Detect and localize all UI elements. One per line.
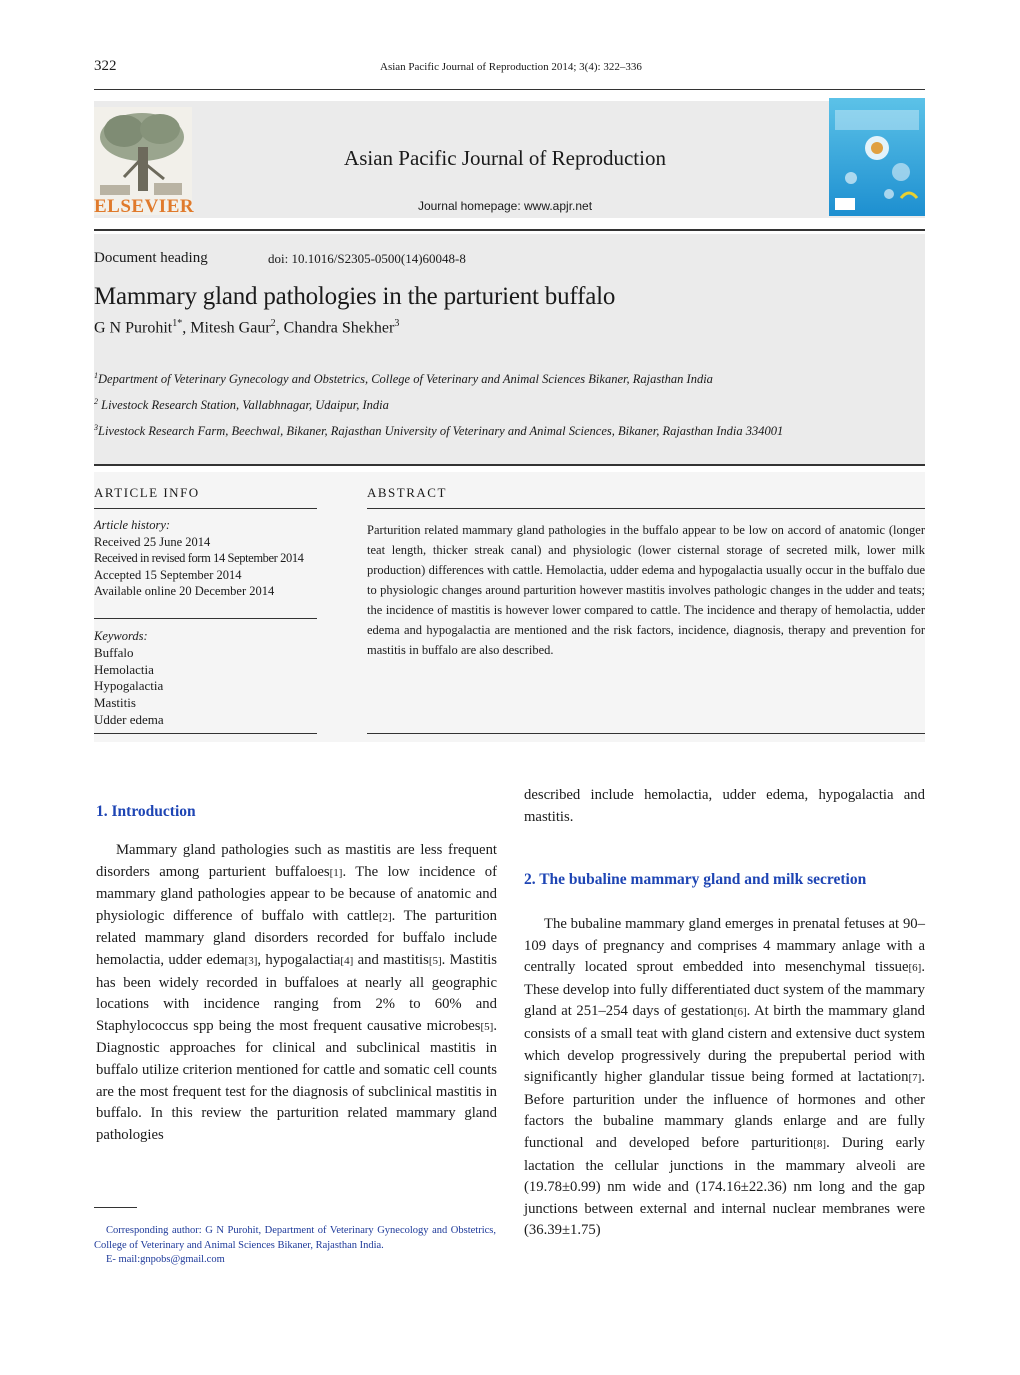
journal-title: Asian Pacific Journal of Reproduction xyxy=(344,146,666,170)
running-head: Asian Pacific Journal of Reproduction 2014; 3(4): 322–336 xyxy=(380,61,642,73)
author-name: G N Purohit xyxy=(94,319,173,337)
affiliation xyxy=(94,397,924,413)
affiliation-text: Livestock Research Farm, Beechwal, Bikaner, Rajasthan University of Veterinary and Animal Sciences, Bikaner, Rajasthan India 334001 xyxy=(98,424,784,439)
keyword: Buffalo xyxy=(94,644,134,660)
journal-homepage[interactable]: Journal homepage: www.apjr.net xyxy=(417,199,593,213)
abstract-text: Parturition related mammary gland pathologies in the buffalo appear to be low on accord of anatomic (longer teat length, thicker streak canal) and physiologic (lower cisternal storage of secreted milk, lower milk production) differences with cattle. Hemolactia, udder edema and hypogalactia usually occur in the buffalo due to physiologic changes around parturition however mastitis involves pathologic changes in the udder and teats; the incidence of mastitis is however lower compared to cattle. The incidence and therapy of hemolactia, udder edema and hypogalactia are mentioned and the risk factors, incidence, diagnosis, therapy and prevention for mastitis in buffalo are also described. xyxy=(367,523,925,657)
author-list: G N Purohit$^{1*}$, Mitesh Gaur$^2$, Chandra Shekher$^3$ xyxy=(94,318,400,337)
abstract-label: ABSTRACT xyxy=(367,485,447,500)
affiliation-text: Department of Veterinary Gynecology and Obstetrics, College of Veterinary and Animal Sciences Bikaner, Rajasthan India xyxy=(98,372,713,387)
affiliation-sup: 2 xyxy=(94,397,98,406)
section-heading-introduction: 1. Introduction xyxy=(96,803,196,820)
info-bottom-rule xyxy=(94,733,317,734)
masthead-rule xyxy=(94,229,925,231)
article-info-label: ARTICLE INFO xyxy=(94,485,200,500)
keywords-label: Keywords: xyxy=(94,629,148,643)
author-name: Chandra Shekher xyxy=(283,319,395,337)
abstract-rule xyxy=(367,508,925,509)
keyword: Mastitis xyxy=(94,695,136,711)
history-label: Article history: xyxy=(94,518,171,532)
footnote-email[interactable]: E- mail:gnpobs@gmail.com xyxy=(106,1254,225,1265)
doi[interactable]: doi: 10.1016/S2305-0500(14)60048-8 xyxy=(268,251,466,266)
page-number: 322 xyxy=(94,58,117,74)
keyword: Hypogalactia xyxy=(94,678,164,694)
section2-paragraph: The bubaline mammary gland emerges in prenatal fetuses at 90–109 days of pregnancy and comprises 4 mammary anlage with a centrally located sprout embedded into mesenchymal tissue[6]. These develop into fully differentiated duct system of the mammary gland at 251–254 days of gestation[6]. At birth the mammary gland consists of a small teat with gland cistern and extensive duct system which develop progressively during the prepubertal period with significantly higher glandular tissue being formed at lactation[7]. Before parturition under the influence of hormones and other factors the bubaline mammary glands enlarge and are fully functional and developed before parturition[8]. During early lactation the cellular junctions in the mammary alveoli are (19.78±0.99) nm wide and (174.16±22.36) nm long and the gap junctions between external and internal nuclear membranes were (36.39±1.75) xyxy=(524,916,925,1239)
title-block-rule xyxy=(94,464,925,466)
keyword: Udder edema xyxy=(94,711,164,727)
affiliation-sup: 1 xyxy=(94,371,98,380)
info-rule xyxy=(94,508,317,509)
accepted-date: Accepted 15 September 2014 xyxy=(94,567,242,582)
article-history xyxy=(94,517,319,600)
corresponding-author-footnote xyxy=(94,1224,496,1268)
abstract-bottom-rule xyxy=(367,733,925,734)
author-sup: 3 xyxy=(394,318,400,329)
introduction-paragraph: Mammary gland pathologies such as mastitis are less frequent disorders among parturient buffaloes[1]. The low incidence of mammary gland pathologies appear to be because of anatomic and physiologic difference of buffalo with cattle[2]. The parturition related mammary gland disorders recorded for buffalo include hemolactia, udder edema[3], hypogalactia[4] and mastitis[5]. Mastitis has been widely recorded in buffaloes at nearly all geographic locations with incidence ranging from 2% to 60% and Staphylococcus spp being the most frequent causative microbes[5]. Diagnostic approaches for clinical and subclinical mastitis in buffalo utilize criterion mentioned for cattle and somatic cell counts are the most frequent test for the diagnosis of subclinical mastitis in buffalo. In this review the parturition related mammary gland pathologies xyxy=(96,842,497,1143)
keyword: Hemolactia xyxy=(94,661,154,677)
received-date: Received 25 June 2014 xyxy=(94,534,211,549)
footnote-text: Corresponding author: G N Purohit, Department of Veterinary Gynecology and Obstetrics, College of Veterinary and Animal Sciences Bikaner, Rajasthan India. xyxy=(94,1225,496,1251)
author-sup: 2 xyxy=(270,318,276,329)
author-sup: 1* xyxy=(172,318,183,329)
journal-cover-image xyxy=(829,98,925,216)
affiliation xyxy=(94,423,924,439)
revised-date: Received in revised form 14 September 2014 xyxy=(94,551,304,565)
keywords-rule xyxy=(94,618,317,619)
elsevier-logo xyxy=(94,107,195,217)
document-heading: Document heading xyxy=(94,250,208,266)
footnote-rule xyxy=(94,1207,137,1208)
affiliation xyxy=(94,371,924,387)
affiliation-text: Livestock Research Station, Vallabhnagar, Udaipur, India xyxy=(101,398,389,413)
section-heading-mammary-gland: 2. The bubaline mammary gland and milk secretion xyxy=(524,871,867,888)
author-name: Mitesh Gaur xyxy=(190,319,271,337)
article-title: Mammary gland pathologies in the parturient buffalo xyxy=(94,283,616,310)
affiliation-sup: 3 xyxy=(94,423,98,432)
introduction-continued: described include hemolactia, udder edema, hypogalactia and mastitis. xyxy=(524,787,925,825)
online-date: Available online 20 December 2014 xyxy=(94,584,275,598)
elsevier-wordmark: ELSEVIER xyxy=(94,196,195,217)
header-rule xyxy=(94,89,925,90)
keywords xyxy=(94,628,319,729)
